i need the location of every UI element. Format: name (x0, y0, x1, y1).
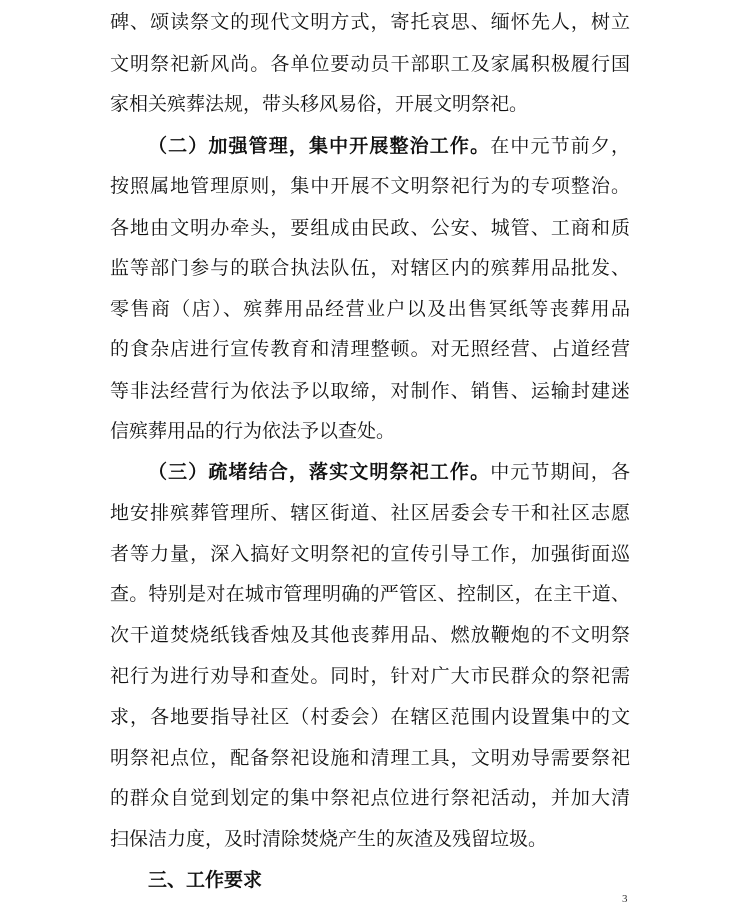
para1-line-3: 家相关殡葬法规，带头移风易俗，开展文明祭祀。 (110, 93, 529, 115)
para3-line-4: 查。特别是对在城市管理明确的严管区、控制区，在主干道、 (110, 583, 630, 605)
para3-line-9: 的群众自觉到划定的集中祭祀点位进行祭祀活动，并加大清 (110, 787, 630, 809)
para3-first-line (148, 460, 630, 484)
para3-line-7: 求，各地要指导社区（村委会）在辖区范围内设置集中的文 (110, 706, 630, 728)
para2-line-7: 等非法经营行为依法予以取缔，对制作、销售、运输封建迷 (110, 380, 630, 402)
para3-line-5: 次干道焚烧纸钱香烛及其他丧葬用品、燃放鞭炮的不文明祭 (110, 624, 630, 646)
para3-line-10: 扫保洁力度，及时清除焚烧产生的灰渣及残留垃圾。 (110, 828, 548, 850)
para3-line-8: 明祭祀点位，配备祭祀设施和清理工具，文明劝导需要祭祀 (110, 747, 630, 769)
para1-line-1: 碑、颂读祭文的现代文明方式，寄托哀思、缅怀先人，树立 (110, 11, 630, 33)
para3-line-2: 地安排殡葬管理所、辖区街道、社区居委会专干和社区志愿 (110, 502, 630, 524)
para2-first-line (148, 134, 630, 158)
para2-line-4: 监等部门参与的联合执法队伍，对辖区内的殡葬用品批发、 (110, 257, 630, 279)
para1-line-2: 文明祭祀新风尚。各单位要动员干部职工及家属积极履行国 (110, 53, 630, 75)
para3-first-rest: 中元节期间，各 (490, 461, 630, 483)
para3-line-6: 祀行为进行劝导和查处。同时，针对广大市民群众的祭祀需 (110, 665, 630, 687)
para3-line-3: 者等力量，深入搞好文明祭祀的宣传引导工作，加强街面巡 (110, 543, 630, 565)
section-heading: 三、工作要求 (148, 869, 263, 891)
para2-line-3: 各地由文明办牵头，要组成由民政、公安、城管、工商和质 (110, 217, 630, 239)
para2-line-2: 按照属地管理原则，集中开展不文明祭祀行为的专项整治。 (110, 175, 630, 197)
para3-bold-lead: （三）疏堵结合，落实文明祭祀工作。 (148, 461, 491, 483)
para2-first-rest: 在中元节前夕， (490, 135, 630, 157)
para2-line-8: 信殡葬用品的行为依法予以查处。 (110, 420, 396, 442)
para2-bold-lead: （二）加强管理，集中开展整治工作。 (148, 135, 491, 157)
para2-line-5: 零售商（店）、殡葬用品经营业户以及出售冥纸等丧葬用品 (110, 298, 630, 320)
para2-line-6: 的食杂店进行宣传教育和清理整顿。对无照经营、占道经营 (110, 338, 630, 360)
page-number: 3 (622, 893, 628, 905)
